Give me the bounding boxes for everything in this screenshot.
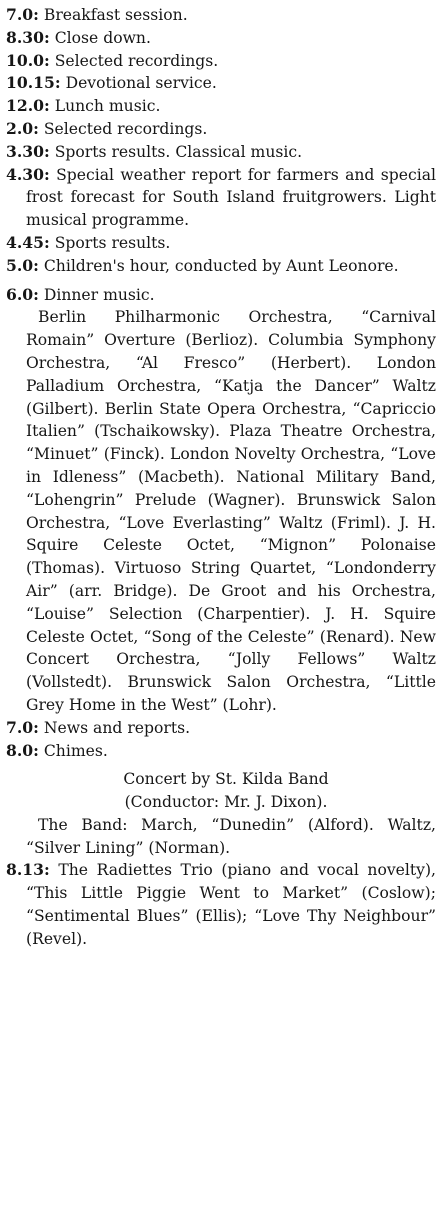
entry-time: 8.13:: [6, 860, 50, 880]
entry-time: 2.0:: [6, 118, 39, 138]
entry-text: Special weather report for farmers and special frost forecast for South Island fruitgrowers. Light musical programme.: [26, 165, 436, 230]
entry-time: 10.15:: [6, 73, 61, 93]
entry-text: Dinner music.: [43, 285, 155, 304]
entry-time: 6.0:: [6, 284, 39, 304]
programme-entry: [6, 717, 436, 740]
concert-conductor: (Conductor: Mr. J. Dixon).: [124, 793, 328, 812]
entry-text: Selected recordings.: [54, 51, 219, 70]
entry-text: Chimes.: [43, 741, 108, 760]
programme-entry: [6, 232, 436, 255]
programme-entry: [6, 164, 436, 232]
band-item: The Band: March, “Dunedin” (Alford). Waltz, “Silver Lining” (Norman).: [26, 815, 436, 857]
entry-time: 10.0:: [6, 50, 50, 70]
entry-time: 12.0:: [6, 96, 50, 116]
entry-text: Close down.: [54, 28, 151, 47]
programme-entry: [6, 27, 436, 50]
entry-text: Lunch music.: [54, 97, 161, 116]
programme-entry: [6, 95, 436, 118]
entry-text: The Radiettes Trio (piano and vocal novelty), “This Little Piggie Went to Market” (Coslow); “Sentimental Blues” (Ellis); “Love Thy Neighbour” (Revel).: [26, 861, 436, 948]
entry-text: Breakfast session.: [43, 6, 188, 24]
entry-text: News and reports.: [43, 718, 191, 737]
programme-entry: [6, 740, 436, 763]
programme-entry: [6, 859, 436, 950]
programme-entry: [6, 118, 436, 141]
programme-entry: [6, 4, 436, 27]
entry-time: 7.0:: [6, 717, 39, 737]
programme-entry: [6, 141, 436, 164]
concert-title: Concert by St. Kilda Band: [123, 770, 329, 789]
entry-text: Selected recordings.: [43, 119, 208, 138]
programme-entry: [6, 72, 436, 95]
entry-text: Sports results. Classical music.: [54, 142, 303, 161]
entry-time: 7.0:: [6, 5, 39, 24]
entry-time: 8.0:: [6, 740, 39, 760]
programme-entry: [6, 50, 436, 73]
dinner-music-listing: Berlin Philharmonic Orchestra, “Carnival Romain” Overture (Berlioz). Columbia Symphony Orchestra, “Al Fresco” (Herbert). London Palladium Orchestra, “Katja the Dancer” Waltz (Gilbert). Berlin State Opera Orchestra, “Capriccio Italien” (Tschaikowsky). Plaza Theatre Orchestra, “Minuet” (Finck). London Novelty Orchestra, “Love in Idleness” (Macbeth). National Military Band, “Lohengrin” Prelude (Wagner). Brunswick Salon Orchestra, “Love Everlasting” Waltz (Friml). J. H. Squire Celeste Octet, “Mignon” Polonaise (Thomas). Virtuoso String Quartet, “Londonderry Air” (arr. Bridge). De Groot and his Orchestra, “Louise” Selection (Charpentier). J. H. Squire Celeste Octet, “Song of the Celeste” (Renard). New Concert Orchestra, “Jolly Fellows” Waltz (Vollstedt). Brunswick Salon Orchestra, “Little Grey Home in the West” (Lohr).: [26, 308, 436, 714]
entry-time: 4.30:: [6, 164, 50, 184]
programme-entry: [6, 255, 436, 278]
entry-text: Sports results.: [54, 233, 171, 252]
programme-entry: [6, 284, 436, 307]
entry-text: Children's hour, conducted by Aunt Leonore.: [43, 256, 399, 275]
entry-time: 4.45:: [6, 232, 50, 252]
entry-text: Devotional service.: [65, 74, 217, 93]
entry-time: 3.30:: [6, 141, 50, 161]
entry-time: 8.30:: [6, 27, 50, 47]
concert-heading: [6, 768, 436, 814]
entry-time: 5.0:: [6, 255, 39, 275]
